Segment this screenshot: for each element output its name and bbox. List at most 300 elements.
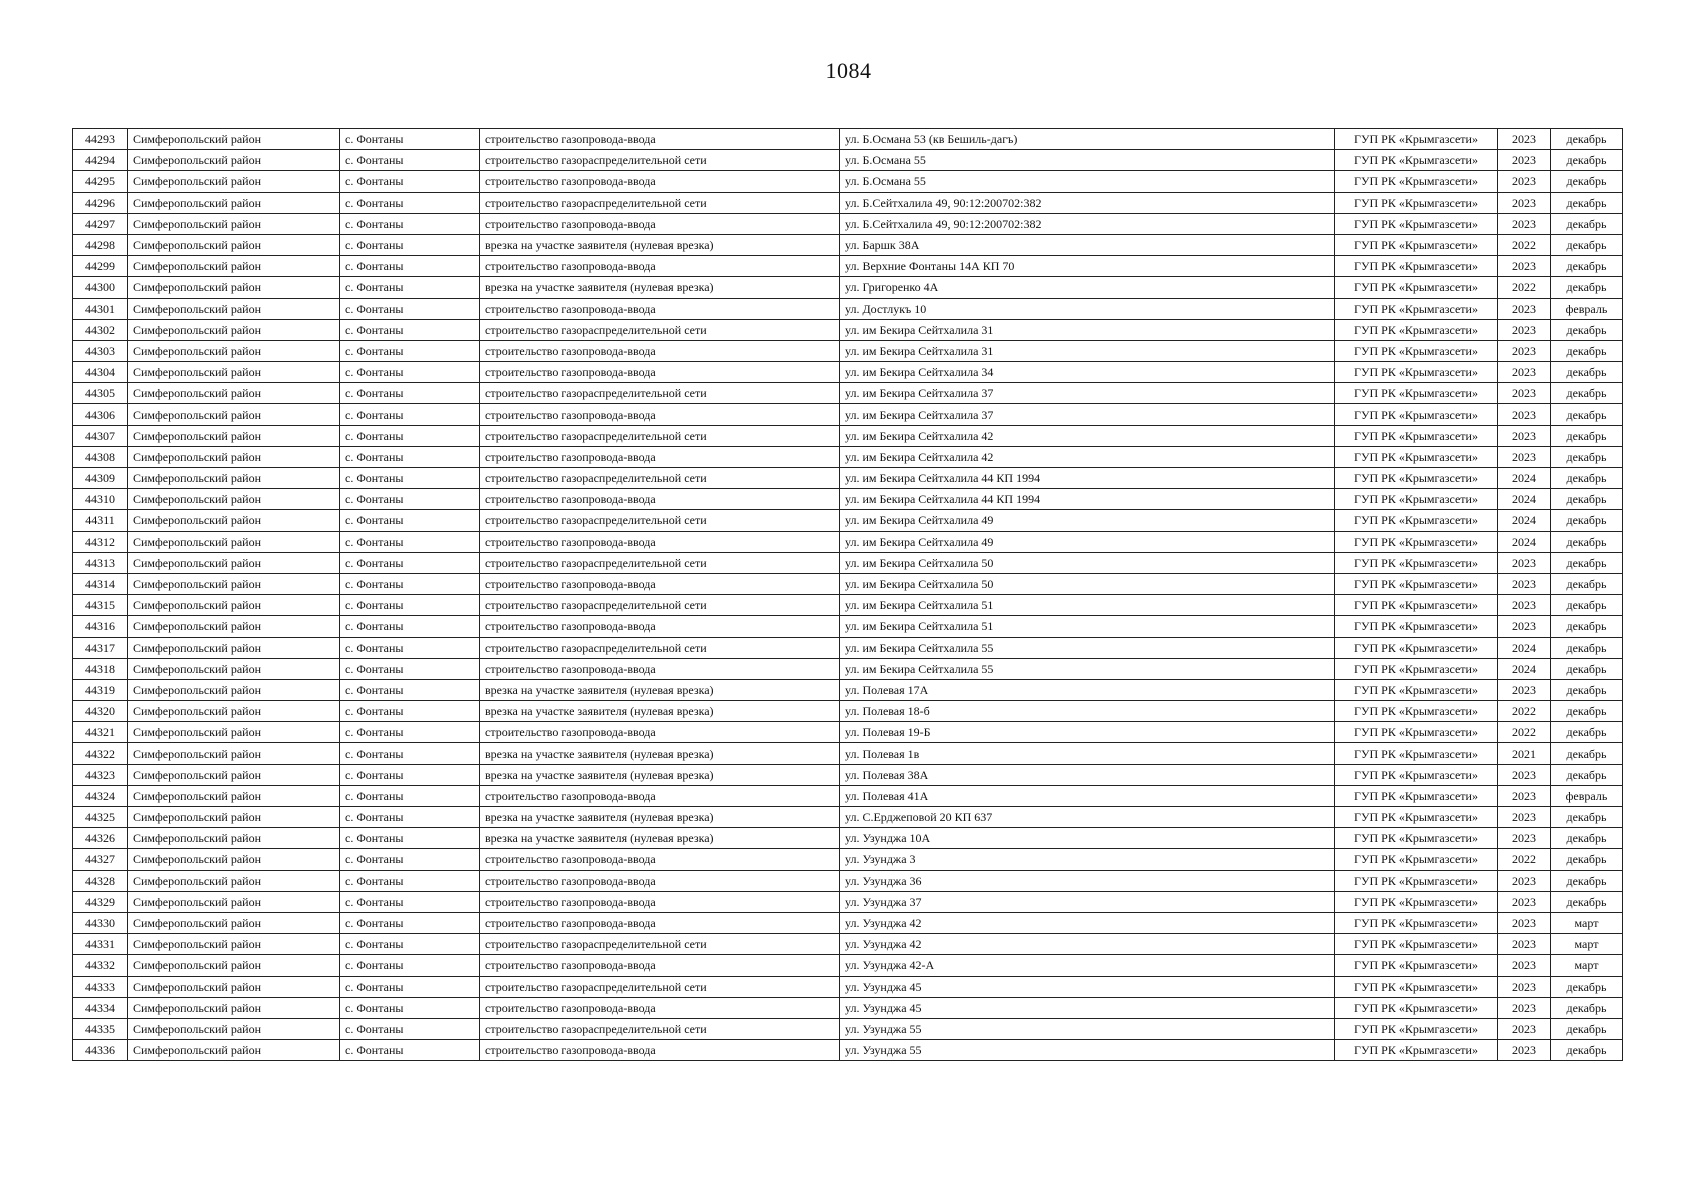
row-number: 44302 (73, 319, 128, 340)
table-row (73, 573, 1623, 594)
organization-cell: ГУП РК «Крымгазсети» (1335, 446, 1498, 467)
table-row (73, 510, 1623, 531)
year-cell: 2023 (1498, 552, 1551, 573)
address-cell: ул. Узунджа 37 (840, 891, 1335, 912)
address-cell: ул. им Бекира Сейтхалила 42 (840, 425, 1335, 446)
work-type-cell: строительство газораспределительной сети (480, 552, 840, 573)
address-cell: ул. С.Ерджеповой 20 КП 637 (840, 807, 1335, 828)
work-type-cell: строительство газопровода-ввода (480, 849, 840, 870)
organization-cell: ГУП РК «Крымгазсети» (1335, 192, 1498, 213)
table-row (73, 595, 1623, 616)
work-type-cell: врезка на участке заявителя (нулевая врезка) (480, 234, 840, 255)
village-cell: с. Фонтаны (340, 510, 480, 531)
month-cell: март (1551, 912, 1623, 933)
table-row (73, 658, 1623, 679)
district-cell: Симферопольский район (128, 425, 340, 446)
row-number: 44332 (73, 955, 128, 976)
organization-cell: ГУП РК «Крымгазсети» (1335, 743, 1498, 764)
village-cell: с. Фонтаны (340, 468, 480, 489)
month-cell: декабрь (1551, 213, 1623, 234)
work-type-cell: строительство газопровода-ввода (480, 340, 840, 361)
organization-cell: ГУП РК «Крымгазсети» (1335, 976, 1498, 997)
month-cell: декабрь (1551, 1018, 1623, 1039)
table-row (73, 891, 1623, 912)
table-row (73, 404, 1623, 425)
district-cell: Симферопольский район (128, 1040, 340, 1061)
district-cell: Симферопольский район (128, 870, 340, 891)
month-cell: декабрь (1551, 679, 1623, 700)
address-cell: ул. Узунджа 42-А (840, 955, 1335, 976)
row-number: 44300 (73, 277, 128, 298)
row-number: 44297 (73, 213, 128, 234)
table-row (73, 552, 1623, 573)
row-number: 44319 (73, 679, 128, 700)
work-type-cell: строительство газораспределительной сети (480, 192, 840, 213)
table-row (73, 637, 1623, 658)
month-cell: декабрь (1551, 531, 1623, 552)
row-number: 44304 (73, 362, 128, 383)
work-type-cell: строительство газопровода-ввода (480, 489, 840, 510)
organization-cell: ГУП РК «Крымгазсети» (1335, 1040, 1498, 1061)
table-row (73, 277, 1623, 298)
row-number: 44327 (73, 849, 128, 870)
village-cell: с. Фонтаны (340, 234, 480, 255)
district-cell: Симферопольский район (128, 277, 340, 298)
table-row (73, 701, 1623, 722)
row-number: 44294 (73, 150, 128, 171)
organization-cell: ГУП РК «Крымгазсети» (1335, 1018, 1498, 1039)
organization-cell: ГУП РК «Крымгазсети» (1335, 764, 1498, 785)
work-type-cell: строительство газораспределительной сети (480, 595, 840, 616)
row-number: 44306 (73, 404, 128, 425)
organization-cell: ГУП РК «Крымгазсети» (1335, 595, 1498, 616)
work-type-cell: строительство газопровода-ввода (480, 1040, 840, 1061)
row-number: 44329 (73, 891, 128, 912)
address-cell: ул. им Бекира Сейтхалила 50 (840, 552, 1335, 573)
organization-cell: ГУП РК «Крымгазсети» (1335, 298, 1498, 319)
district-cell: Симферопольский район (128, 637, 340, 658)
row-number: 44309 (73, 468, 128, 489)
district-cell: Симферопольский район (128, 1018, 340, 1039)
address-cell: ул. Узунджа 42 (840, 934, 1335, 955)
month-cell: март (1551, 934, 1623, 955)
district-cell: Симферопольский район (128, 722, 340, 743)
address-cell: ул. им Бекира Сейтхалила 42 (840, 446, 1335, 467)
address-cell: ул. Б.Османа 55 (840, 150, 1335, 171)
village-cell: с. Фонтаны (340, 1040, 480, 1061)
district-cell: Симферопольский район (128, 891, 340, 912)
month-cell: декабрь (1551, 383, 1623, 404)
village-cell: с. Фонтаны (340, 552, 480, 573)
work-type-cell: строительство газораспределительной сети (480, 150, 840, 171)
work-type-cell: строительство газораспределительной сети (480, 637, 840, 658)
work-type-cell: строительство газопровода-ввода (480, 171, 840, 192)
table-row (73, 129, 1623, 150)
organization-cell: ГУП РК «Крымгазсети» (1335, 722, 1498, 743)
district-cell: Симферопольский район (128, 701, 340, 722)
address-cell: ул. Узунджа 36 (840, 870, 1335, 891)
district-cell: Симферопольский район (128, 912, 340, 933)
month-cell: декабрь (1551, 129, 1623, 150)
organization-cell: ГУП РК «Крымгазсети» (1335, 150, 1498, 171)
village-cell: с. Фонтаны (340, 955, 480, 976)
month-cell: март (1551, 955, 1623, 976)
table-row (73, 319, 1623, 340)
table-row (73, 234, 1623, 255)
address-cell: ул. Полевая 38А (840, 764, 1335, 785)
district-cell: Симферопольский район (128, 298, 340, 319)
table-row (73, 446, 1623, 467)
address-cell: ул. им Бекира Сейтхалила 55 (840, 658, 1335, 679)
district-cell: Симферопольский район (128, 743, 340, 764)
year-cell: 2023 (1498, 573, 1551, 594)
district-cell: Симферопольский район (128, 658, 340, 679)
month-cell: декабрь (1551, 764, 1623, 785)
district-cell: Симферопольский район (128, 319, 340, 340)
table-row (73, 489, 1623, 510)
month-cell: декабрь (1551, 1040, 1623, 1061)
table-row (73, 362, 1623, 383)
work-type-cell: строительство газопровода-ввода (480, 362, 840, 383)
organization-cell: ГУП РК «Крымгазсети» (1335, 531, 1498, 552)
address-cell: ул. им Бекира Сейтхалила 37 (840, 383, 1335, 404)
row-number: 44311 (73, 510, 128, 531)
work-type-cell: строительство газопровода-ввода (480, 616, 840, 637)
row-number: 44322 (73, 743, 128, 764)
village-cell: с. Фонтаны (340, 997, 480, 1018)
organization-cell: ГУП РК «Крымгазсети» (1335, 171, 1498, 192)
year-cell: 2023 (1498, 404, 1551, 425)
row-number: 44320 (73, 701, 128, 722)
year-cell: 2023 (1498, 1018, 1551, 1039)
organization-cell: ГУП РК «Крымгазсети» (1335, 701, 1498, 722)
page-number: 1084 (825, 58, 872, 83)
work-type-cell: строительство газораспределительной сети (480, 934, 840, 955)
district-cell: Симферопольский район (128, 192, 340, 213)
village-cell: с. Фонтаны (340, 658, 480, 679)
village-cell: с. Фонтаны (340, 425, 480, 446)
month-cell: декабрь (1551, 171, 1623, 192)
row-number: 44295 (73, 171, 128, 192)
month-cell: декабрь (1551, 340, 1623, 361)
work-type-cell: строительство газопровода-ввода (480, 256, 840, 277)
year-cell: 2023 (1498, 150, 1551, 171)
organization-cell: ГУП РК «Крымгазсети» (1335, 425, 1498, 446)
table-row (73, 425, 1623, 446)
table-row (73, 764, 1623, 785)
year-cell: 2023 (1498, 764, 1551, 785)
village-cell: с. Фонтаны (340, 743, 480, 764)
month-cell: декабрь (1551, 976, 1623, 997)
district-cell: Симферопольский район (128, 616, 340, 637)
address-cell: ул. Б.Османа 53 (кв Бешиль-дагъ) (840, 129, 1335, 150)
village-cell: с. Фонтаны (340, 807, 480, 828)
address-cell: ул. Узунджа 42 (840, 912, 1335, 933)
work-type-cell: строительство газопровода-ввода (480, 404, 840, 425)
row-number: 44330 (73, 912, 128, 933)
table-row (73, 679, 1623, 700)
table-row (73, 1018, 1623, 1039)
month-cell: декабрь (1551, 192, 1623, 213)
district-cell: Симферопольский район (128, 340, 340, 361)
year-cell: 2023 (1498, 319, 1551, 340)
work-type-cell: врезка на участке заявителя (нулевая врезка) (480, 277, 840, 298)
village-cell: с. Фонтаны (340, 383, 480, 404)
village-cell: с. Фонтаны (340, 573, 480, 594)
work-type-cell: врезка на участке заявителя (нулевая врезка) (480, 764, 840, 785)
month-cell: декабрь (1551, 446, 1623, 467)
address-cell: ул. им Бекира Сейтхалила 49 (840, 531, 1335, 552)
village-cell: с. Фонтаны (340, 362, 480, 383)
table-row (73, 807, 1623, 828)
row-number: 44315 (73, 595, 128, 616)
district-cell: Симферопольский район (128, 129, 340, 150)
table-row (73, 256, 1623, 277)
month-cell: декабрь (1551, 234, 1623, 255)
work-type-cell: строительство газопровода-ввода (480, 870, 840, 891)
row-number: 44314 (73, 573, 128, 594)
work-type-cell: строительство газопровода-ввода (480, 912, 840, 933)
village-cell: с. Фонтаны (340, 679, 480, 700)
work-type-cell: строительство газораспределительной сети (480, 510, 840, 531)
organization-cell: ГУП РК «Крымгазсети» (1335, 256, 1498, 277)
address-cell: ул. Узунджа 45 (840, 997, 1335, 1018)
year-cell: 2023 (1498, 828, 1551, 849)
table-row (73, 828, 1623, 849)
organization-cell: ГУП РК «Крымгазсети» (1335, 955, 1498, 976)
organization-cell: ГУП РК «Крымгазсети» (1335, 319, 1498, 340)
month-cell: декабрь (1551, 701, 1623, 722)
year-cell: 2023 (1498, 340, 1551, 361)
organization-cell: ГУП РК «Крымгазсети» (1335, 404, 1498, 425)
month-cell: декабрь (1551, 256, 1623, 277)
table-row (73, 340, 1623, 361)
year-cell: 2023 (1498, 870, 1551, 891)
district-cell: Симферопольский район (128, 934, 340, 955)
organization-cell: ГУП РК «Крымгазсети» (1335, 489, 1498, 510)
year-cell: 2023 (1498, 807, 1551, 828)
organization-cell: ГУП РК «Крымгазсети» (1335, 573, 1498, 594)
table-row (73, 171, 1623, 192)
organization-cell: ГУП РК «Крымгазсети» (1335, 552, 1498, 573)
table-row (73, 192, 1623, 213)
row-number: 44298 (73, 234, 128, 255)
district-cell: Симферопольский район (128, 764, 340, 785)
month-cell: декабрь (1551, 807, 1623, 828)
village-cell: с. Фонтаны (340, 912, 480, 933)
village-cell: с. Фонтаны (340, 150, 480, 171)
address-cell: ул. Достлукъ 10 (840, 298, 1335, 319)
row-number: 44325 (73, 807, 128, 828)
village-cell: с. Фонтаны (340, 785, 480, 806)
month-cell: декабрь (1551, 997, 1623, 1018)
organization-cell: ГУП РК «Крымгазсети» (1335, 679, 1498, 700)
address-cell: ул. им Бекира Сейтхалила 44 КП 1994 (840, 489, 1335, 510)
address-cell: ул. Б.Сейтхалила 49, 90:12:200702:382 (840, 192, 1335, 213)
work-type-cell: строительство газопровода-ввода (480, 573, 840, 594)
row-number: 44334 (73, 997, 128, 1018)
village-cell: с. Фонтаны (340, 404, 480, 425)
year-cell: 2023 (1498, 891, 1551, 912)
village-cell: с. Фонтаны (340, 489, 480, 510)
work-type-cell: строительство газопровода-ввода (480, 722, 840, 743)
month-cell: декабрь (1551, 849, 1623, 870)
address-cell: ул. им Бекира Сейтхалила 31 (840, 340, 1335, 361)
district-cell: Симферопольский район (128, 573, 340, 594)
organization-cell: ГУП РК «Крымгазсети» (1335, 234, 1498, 255)
district-cell: Симферопольский район (128, 849, 340, 870)
work-type-cell: строительство газопровода-ввода (480, 298, 840, 319)
table-row (73, 722, 1623, 743)
row-number: 44293 (73, 129, 128, 150)
year-cell: 2022 (1498, 277, 1551, 298)
organization-cell: ГУП РК «Крымгазсети» (1335, 277, 1498, 298)
work-type-cell: строительство газопровода-ввода (480, 955, 840, 976)
district-cell: Симферопольский район (128, 785, 340, 806)
year-cell: 2024 (1498, 637, 1551, 658)
work-type-cell: врезка на участке заявителя (нулевая врезка) (480, 743, 840, 764)
year-cell: 2022 (1498, 849, 1551, 870)
address-cell: ул. Узунджа 55 (840, 1040, 1335, 1061)
row-number: 44312 (73, 531, 128, 552)
month-cell: февраль (1551, 785, 1623, 806)
table-row (73, 934, 1623, 955)
village-cell: с. Фонтаны (340, 616, 480, 637)
year-cell: 2023 (1498, 912, 1551, 933)
year-cell: 2023 (1498, 129, 1551, 150)
month-cell: декабрь (1551, 595, 1623, 616)
year-cell: 2022 (1498, 722, 1551, 743)
district-cell: Симферопольский район (128, 976, 340, 997)
row-number: 44333 (73, 976, 128, 997)
row-number: 44336 (73, 1040, 128, 1061)
organization-cell: ГУП РК «Крымгазсети» (1335, 362, 1498, 383)
month-cell: декабрь (1551, 743, 1623, 764)
year-cell: 2023 (1498, 362, 1551, 383)
year-cell: 2023 (1498, 1040, 1551, 1061)
month-cell: декабрь (1551, 404, 1623, 425)
village-cell: с. Фонтаны (340, 870, 480, 891)
row-number: 44308 (73, 446, 128, 467)
work-type-cell: строительство газопровода-ввода (480, 891, 840, 912)
month-cell: февраль (1551, 298, 1623, 319)
village-cell: с. Фонтаны (340, 934, 480, 955)
district-cell: Симферопольский район (128, 234, 340, 255)
district-cell: Симферопольский район (128, 679, 340, 700)
address-cell: ул. Узунджа 55 (840, 1018, 1335, 1039)
district-cell: Симферопольский район (128, 595, 340, 616)
row-number: 44317 (73, 637, 128, 658)
table-row (73, 976, 1623, 997)
month-cell: декабрь (1551, 891, 1623, 912)
row-number: 44328 (73, 870, 128, 891)
year-cell: 2023 (1498, 298, 1551, 319)
month-cell: декабрь (1551, 425, 1623, 446)
table-row (73, 1040, 1623, 1061)
organization-cell: ГУП РК «Крымгазсети» (1335, 510, 1498, 531)
row-number: 44324 (73, 785, 128, 806)
work-type-cell: строительство газораспределительной сети (480, 976, 840, 997)
address-cell: ул. Полевая 18-б (840, 701, 1335, 722)
organization-cell: ГУП РК «Крымгазсети» (1335, 658, 1498, 679)
month-cell: декабрь (1551, 828, 1623, 849)
work-type-cell: врезка на участке заявителя (нулевая врезка) (480, 828, 840, 849)
district-cell: Симферопольский район (128, 362, 340, 383)
month-cell: декабрь (1551, 362, 1623, 383)
work-type-cell: строительство газопровода-ввода (480, 531, 840, 552)
district-cell: Симферопольский район (128, 256, 340, 277)
month-cell: декабрь (1551, 637, 1623, 658)
year-cell: 2024 (1498, 658, 1551, 679)
table-row (73, 849, 1623, 870)
address-cell: ул. Григоренко 4А (840, 277, 1335, 298)
organization-cell: ГУП РК «Крымгазсети» (1335, 849, 1498, 870)
work-type-cell: строительство газораспределительной сети (480, 319, 840, 340)
district-cell: Симферопольский район (128, 150, 340, 171)
table-row (73, 997, 1623, 1018)
work-type-cell: строительство газопровода-ввода (480, 785, 840, 806)
row-number: 44296 (73, 192, 128, 213)
row-number: 44301 (73, 298, 128, 319)
address-cell: ул. Узунджа 3 (840, 849, 1335, 870)
work-type-cell: врезка на участке заявителя (нулевая врезка) (480, 701, 840, 722)
table-row (73, 150, 1623, 171)
organization-cell: ГУП РК «Крымгазсети» (1335, 891, 1498, 912)
work-type-cell: врезка на участке заявителя (нулевая врезка) (480, 807, 840, 828)
work-type-cell: врезка на участке заявителя (нулевая врезка) (480, 679, 840, 700)
address-cell: ул. Полевая 1в (840, 743, 1335, 764)
address-cell: ул. Полевая 41А (840, 785, 1335, 806)
village-cell: с. Фонтаны (340, 1018, 480, 1039)
village-cell: с. Фонтаны (340, 891, 480, 912)
organization-cell: ГУП РК «Крымгазсети» (1335, 997, 1498, 1018)
row-number: 44303 (73, 340, 128, 361)
district-cell: Симферопольский район (128, 213, 340, 234)
month-cell: декабрь (1551, 277, 1623, 298)
month-cell: декабрь (1551, 510, 1623, 531)
village-cell: с. Фонтаны (340, 129, 480, 150)
organization-cell: ГУП РК «Крымгазсети» (1335, 912, 1498, 933)
village-cell: с. Фонтаны (340, 298, 480, 319)
organization-cell: ГУП РК «Крымгазсети» (1335, 340, 1498, 361)
month-cell: декабрь (1551, 468, 1623, 489)
address-cell: ул. им Бекира Сейтхалила 50 (840, 573, 1335, 594)
year-cell: 2023 (1498, 192, 1551, 213)
row-number: 44335 (73, 1018, 128, 1039)
organization-cell: ГУП РК «Крымгазсети» (1335, 213, 1498, 234)
village-cell: с. Фонтаны (340, 976, 480, 997)
row-number: 44321 (73, 722, 128, 743)
address-cell: ул. им Бекира Сейтхалила 49 (840, 510, 1335, 531)
village-cell: с. Фонтаны (340, 192, 480, 213)
registry-table (72, 128, 1623, 1061)
row-number: 44326 (73, 828, 128, 849)
table-row (73, 531, 1623, 552)
table-row (73, 870, 1623, 891)
row-number: 44305 (73, 383, 128, 404)
district-cell: Симферопольский район (128, 807, 340, 828)
district-cell: Симферопольский район (128, 828, 340, 849)
address-cell: ул. Баршк 38А (840, 234, 1335, 255)
address-cell: ул. Полевая 17А (840, 679, 1335, 700)
village-cell: с. Фонтаны (340, 637, 480, 658)
address-cell: ул. им Бекира Сейтхалила 44 КП 1994 (840, 468, 1335, 489)
year-cell: 2022 (1498, 701, 1551, 722)
year-cell: 2023 (1498, 997, 1551, 1018)
table-row (73, 616, 1623, 637)
month-cell: декабрь (1551, 722, 1623, 743)
row-number: 44310 (73, 489, 128, 510)
